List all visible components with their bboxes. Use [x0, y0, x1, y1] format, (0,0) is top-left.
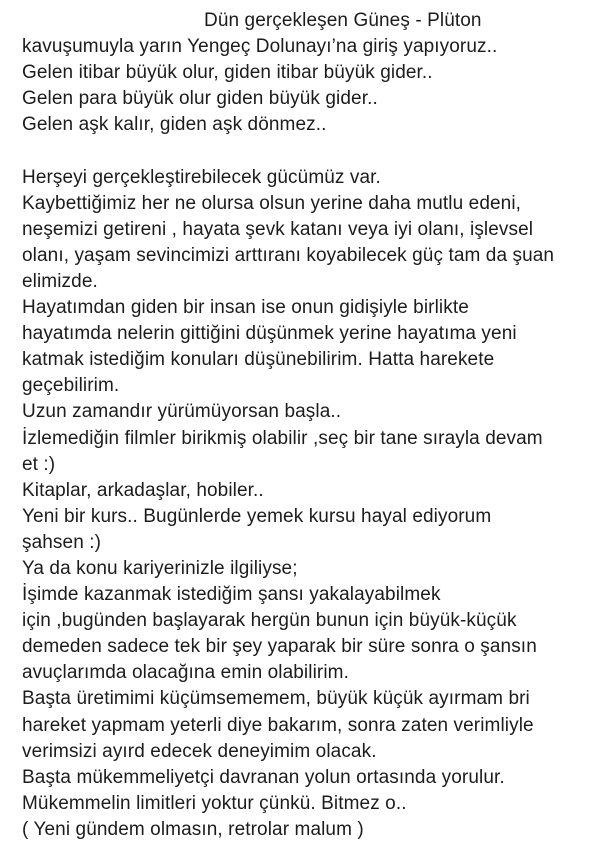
text-line: katmak istediğim konuları düşünebilirim. Hatta harekete [22, 349, 495, 371]
text-line: avuçlarımda olacağına emin olabilirim. [22, 662, 349, 684]
text-line: İzlemediğin filmler birikmiş olabilir ,seç bir tane sırayla devam [22, 427, 543, 449]
blank-line [22, 138, 594, 164]
text-line: İşimde kazanmak istediğim şansı yakalayabilmek [22, 584, 441, 606]
text-line: Yeni bir kurs.. Bugünlerde yemek kursu hayal ediyorum [22, 505, 492, 527]
text-line: Hayatımdan giden bir insan ise onun gidişiyle birlikte [22, 297, 469, 319]
text-line: hayatımda nelerin gittiğini düşünmek yerine hayatıma yeni [22, 323, 517, 345]
text-line: Kitaplar, arkadaşlar, hobiler.. [22, 479, 264, 501]
text-line: hareket yapmam yeterli diye bakarım, sonra zaten verimliyle [22, 714, 534, 736]
text-line: Uzun zamandır yürümüyorsan başla.. [22, 401, 342, 423]
text-line: Ya da konu kariyerinizle ilgiliyse; [22, 557, 298, 579]
text-line: elimizde. [22, 270, 98, 292]
text-line: et :) [22, 453, 56, 475]
text-line: geçebilirim. [22, 375, 120, 397]
text-line: demeden sadece tek bir şey yaparak bir süre sonra o şansın [22, 636, 537, 658]
text-line: Gelen itibar büyük olur, giden itibar büyük gider.. [22, 62, 433, 84]
text-line: Başta üretimimi küçümsememem, büyük küçük ayırmam bri [22, 688, 530, 710]
text-line: için ,bugünden başlayarak hergün bunun için büyük-küçük [22, 610, 517, 632]
text-line: Mükemmelin limitleri yoktur çünkü. Bitmez o.. [22, 792, 407, 814]
text-line: Herşeyi gerçekleştirebilecek gücümüz var. [22, 166, 381, 188]
text-line: verimsizi ayırd edecek deneyimim olacak. [22, 740, 377, 762]
text-line: neşemizi getireni , hayata şevk katanı veya iyi olanı, işlevsel [22, 218, 534, 240]
text-line: şahsen :) [22, 531, 102, 553]
text-body [22, 8, 594, 843]
text-line: Başta mükemmeliyetçi davranan yolun ortasında yorulur. [22, 766, 505, 788]
text-line: Gelen para büyük olur giden büyük gider.. [22, 88, 378, 110]
text-line: kavuşumuyla yarın Yengeç Dolunayı’na giriş yapıyoruz.. [22, 36, 498, 58]
text-line-title: Dün gerçekleşen Güneş - Plüton [204, 10, 482, 31]
text-line: ( Yeni gündem olmasın, retrolar malum ) [22, 818, 364, 840]
text-line: Kaybettiğimiz her ne olursa olsun yerine daha mutlu edeni, [22, 192, 522, 214]
text-line: olanı, yaşam sevincimizi arttıranı koyabilecek güç tam da şuan [22, 244, 555, 266]
text-line: Gelen aşk kalır, giden aşk dönmez.. [22, 114, 327, 136]
